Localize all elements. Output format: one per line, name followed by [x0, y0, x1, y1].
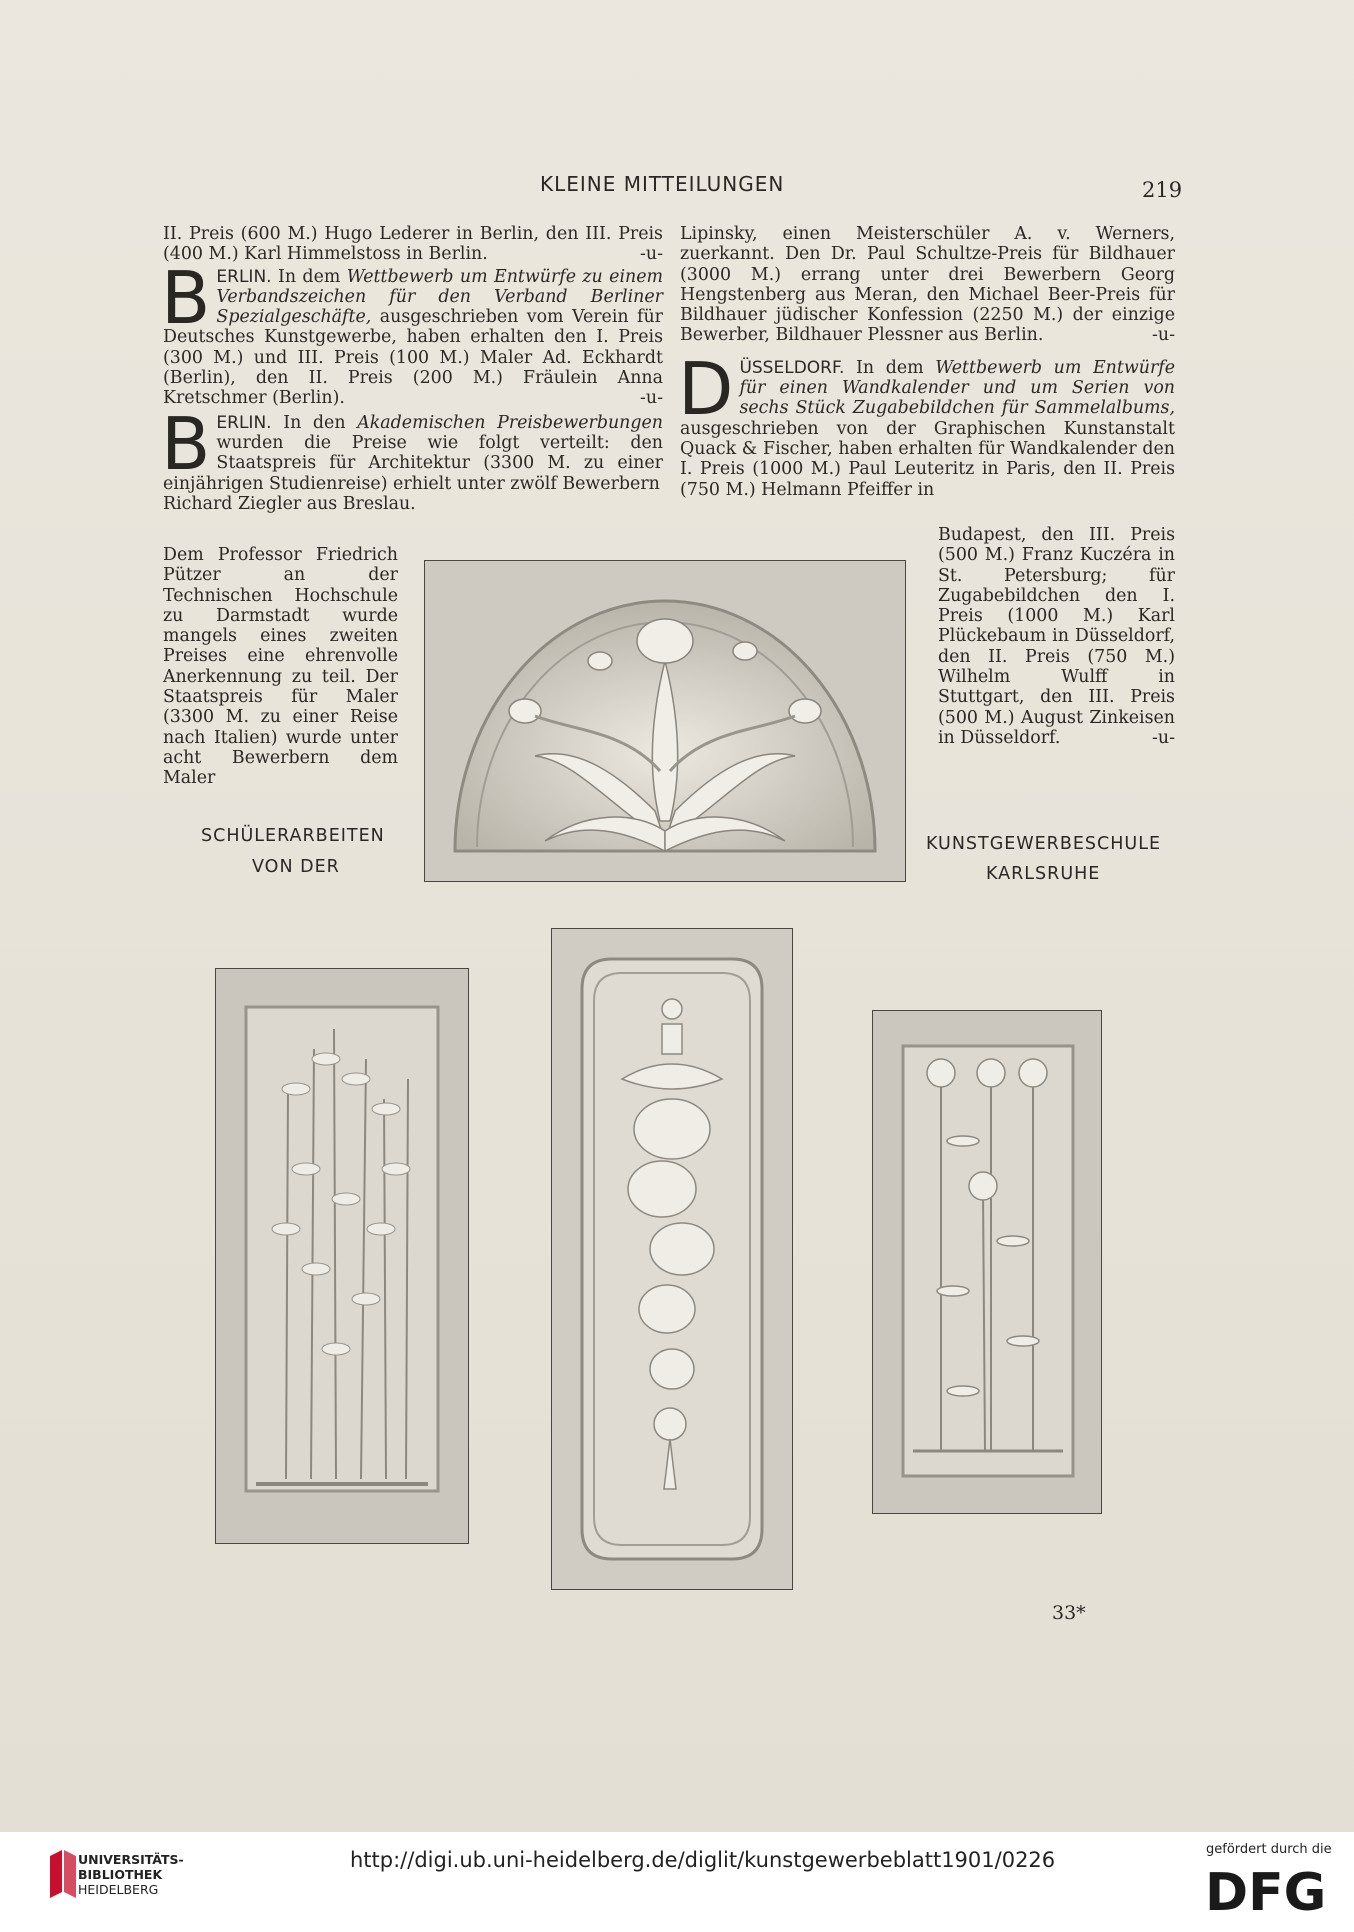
lunette-relief-drawing: [425, 561, 905, 881]
garland-panel-drawing: [552, 929, 792, 1589]
page-header-title: KLEINE MITTEILUNGEN: [540, 172, 785, 196]
signature: -u-: [640, 388, 663, 409]
ub-heidelberg-logo-icon: [48, 1848, 78, 1898]
article-berlin-akademie: BERLIN. In den Akademischen Preisbewerbungen wurden die Preise wie folgt verteilt: den Staatspreis für Architektur (3300 M. zu einer einjährigen Studienreise) erhielt unter zwölf Bewerbern Richard Ziegler aus Breslau.: [161, 401, 663, 514]
dfg-logo-icon: [1205, 1866, 1335, 1914]
right-column: [680, 224, 1175, 500]
caption-right-line2: KARLSRUHE: [986, 864, 1101, 884]
dropcap: D: [678, 346, 734, 431]
dfg-logo-text: DFG: [1205, 1866, 1327, 1914]
dropcap: B: [161, 255, 211, 340]
signature: -u-: [640, 244, 663, 265]
footer-bar: [0, 1832, 1354, 1932]
dropcap: B: [161, 401, 211, 486]
relief-photo-garland-panel: [551, 928, 793, 1590]
relief-photo-sunflower-panel: [872, 1010, 1102, 1514]
ub-heidelberg-wordmark: UNIVERSITÄTS- BIBLIOTHEK HEIDELBERG: [78, 1852, 184, 1897]
caption-left-line2: VON DER: [252, 857, 340, 877]
left-column: [163, 224, 663, 514]
caption-left-line1: SCHÜLERARBEITEN: [201, 826, 385, 846]
article-duesseldorf: DÜSSELDORF. In dem Wettbewerb um Entwürfe für einen Wandkalender und um Serien von sechs Stück Zugabebildchen für Sammelalbums, ausgeschrieben von der Graphischen Kunstanstalt Quack & Fischer, haben erhalten für Wandkalender den I. Preis (1000 M.) Paul Leuteritz in Paris, den II. Preis (750 M.) Helmann Pfeiffer in: [678, 346, 1175, 500]
sunflower-panel-drawing: [873, 1011, 1101, 1513]
right-continuation: Lipinsky, einen Meisterschüler A. v. Werners, zuerkannt. Den Dr. Paul Schultze-Preis für Bildhauer (3000 M.) errang unter drei Bewerbern Georg Hengstenberg aus Meran, den Michael Beer-Preis für Bildhauer jüdischer Konfession (2250 M.) der einzige Bewerber, Bildhauer Plessner aus Berlin. -u-: [680, 224, 1175, 346]
permalink-url[interactable]: http://digi.ub.uni-heidelberg.de/diglit/kunstgewerbeblatt1901/0226: [350, 1848, 1056, 1872]
funded-by-label: gefördert durch die: [1206, 1842, 1332, 1857]
sheet-signature: 33*: [1052, 1602, 1086, 1624]
left-continuation: II. Preis (600 M.) Hugo Lederer in Berlin, den III. Preis (400 M.) Karl Himmelstoss in Berlin. -u-: [163, 224, 663, 265]
tree-panel-drawing: [216, 969, 468, 1543]
left-wrap-text: Dem Professor Friedrich Pützer an der Technischen Hochschule zu Darmstadt wurde mangels eines zweiten Preises eine ehrenvolle Anerkennung zu teil. Der Staatspreis für Maler (3300 M. zu einer Reise nach Italien) wurde unter acht Bewerbern dem Maler: [163, 545, 398, 789]
signature: -u-: [1152, 325, 1175, 346]
signature: -u-: [1152, 727, 1175, 748]
article-berlin-verband: BERLIN. In dem Wettbewerb um Entwürfe zu einem Verbandszeichen für den Verband Berliner Spezialgeschäfte, ausgeschrieben vom Verein für Deutsches Kunstgewerbe, haben erhalten den I. Preis (300 M.) und III. Preis (100 M.) Maler Ad. Eckhardt (Berlin), den II. Preis (200 M.) Fräulein Anna Kretschmer (Berlin). -u-: [161, 255, 663, 409]
page-number: 219: [1142, 178, 1183, 202]
right-wrap-text: Budapest, den III. Preis (500 M.) Franz Kuczéra in St. Petersburg; für Zugabebildchen den I. Preis (1000 M.) Karl Plückebaum in Düsseldorf, den II. Preis (750 M.) Wilhelm Wulff in Stuttgart, den III. Preis (500 M.) August Zinkeisen in Düsseldorf. -u-: [938, 525, 1175, 748]
relief-photo-lunette: [424, 560, 906, 882]
caption-right-line1: KUNSTGEWERBESCHULE: [926, 834, 1162, 854]
relief-photo-tree-panel: [215, 968, 469, 1544]
